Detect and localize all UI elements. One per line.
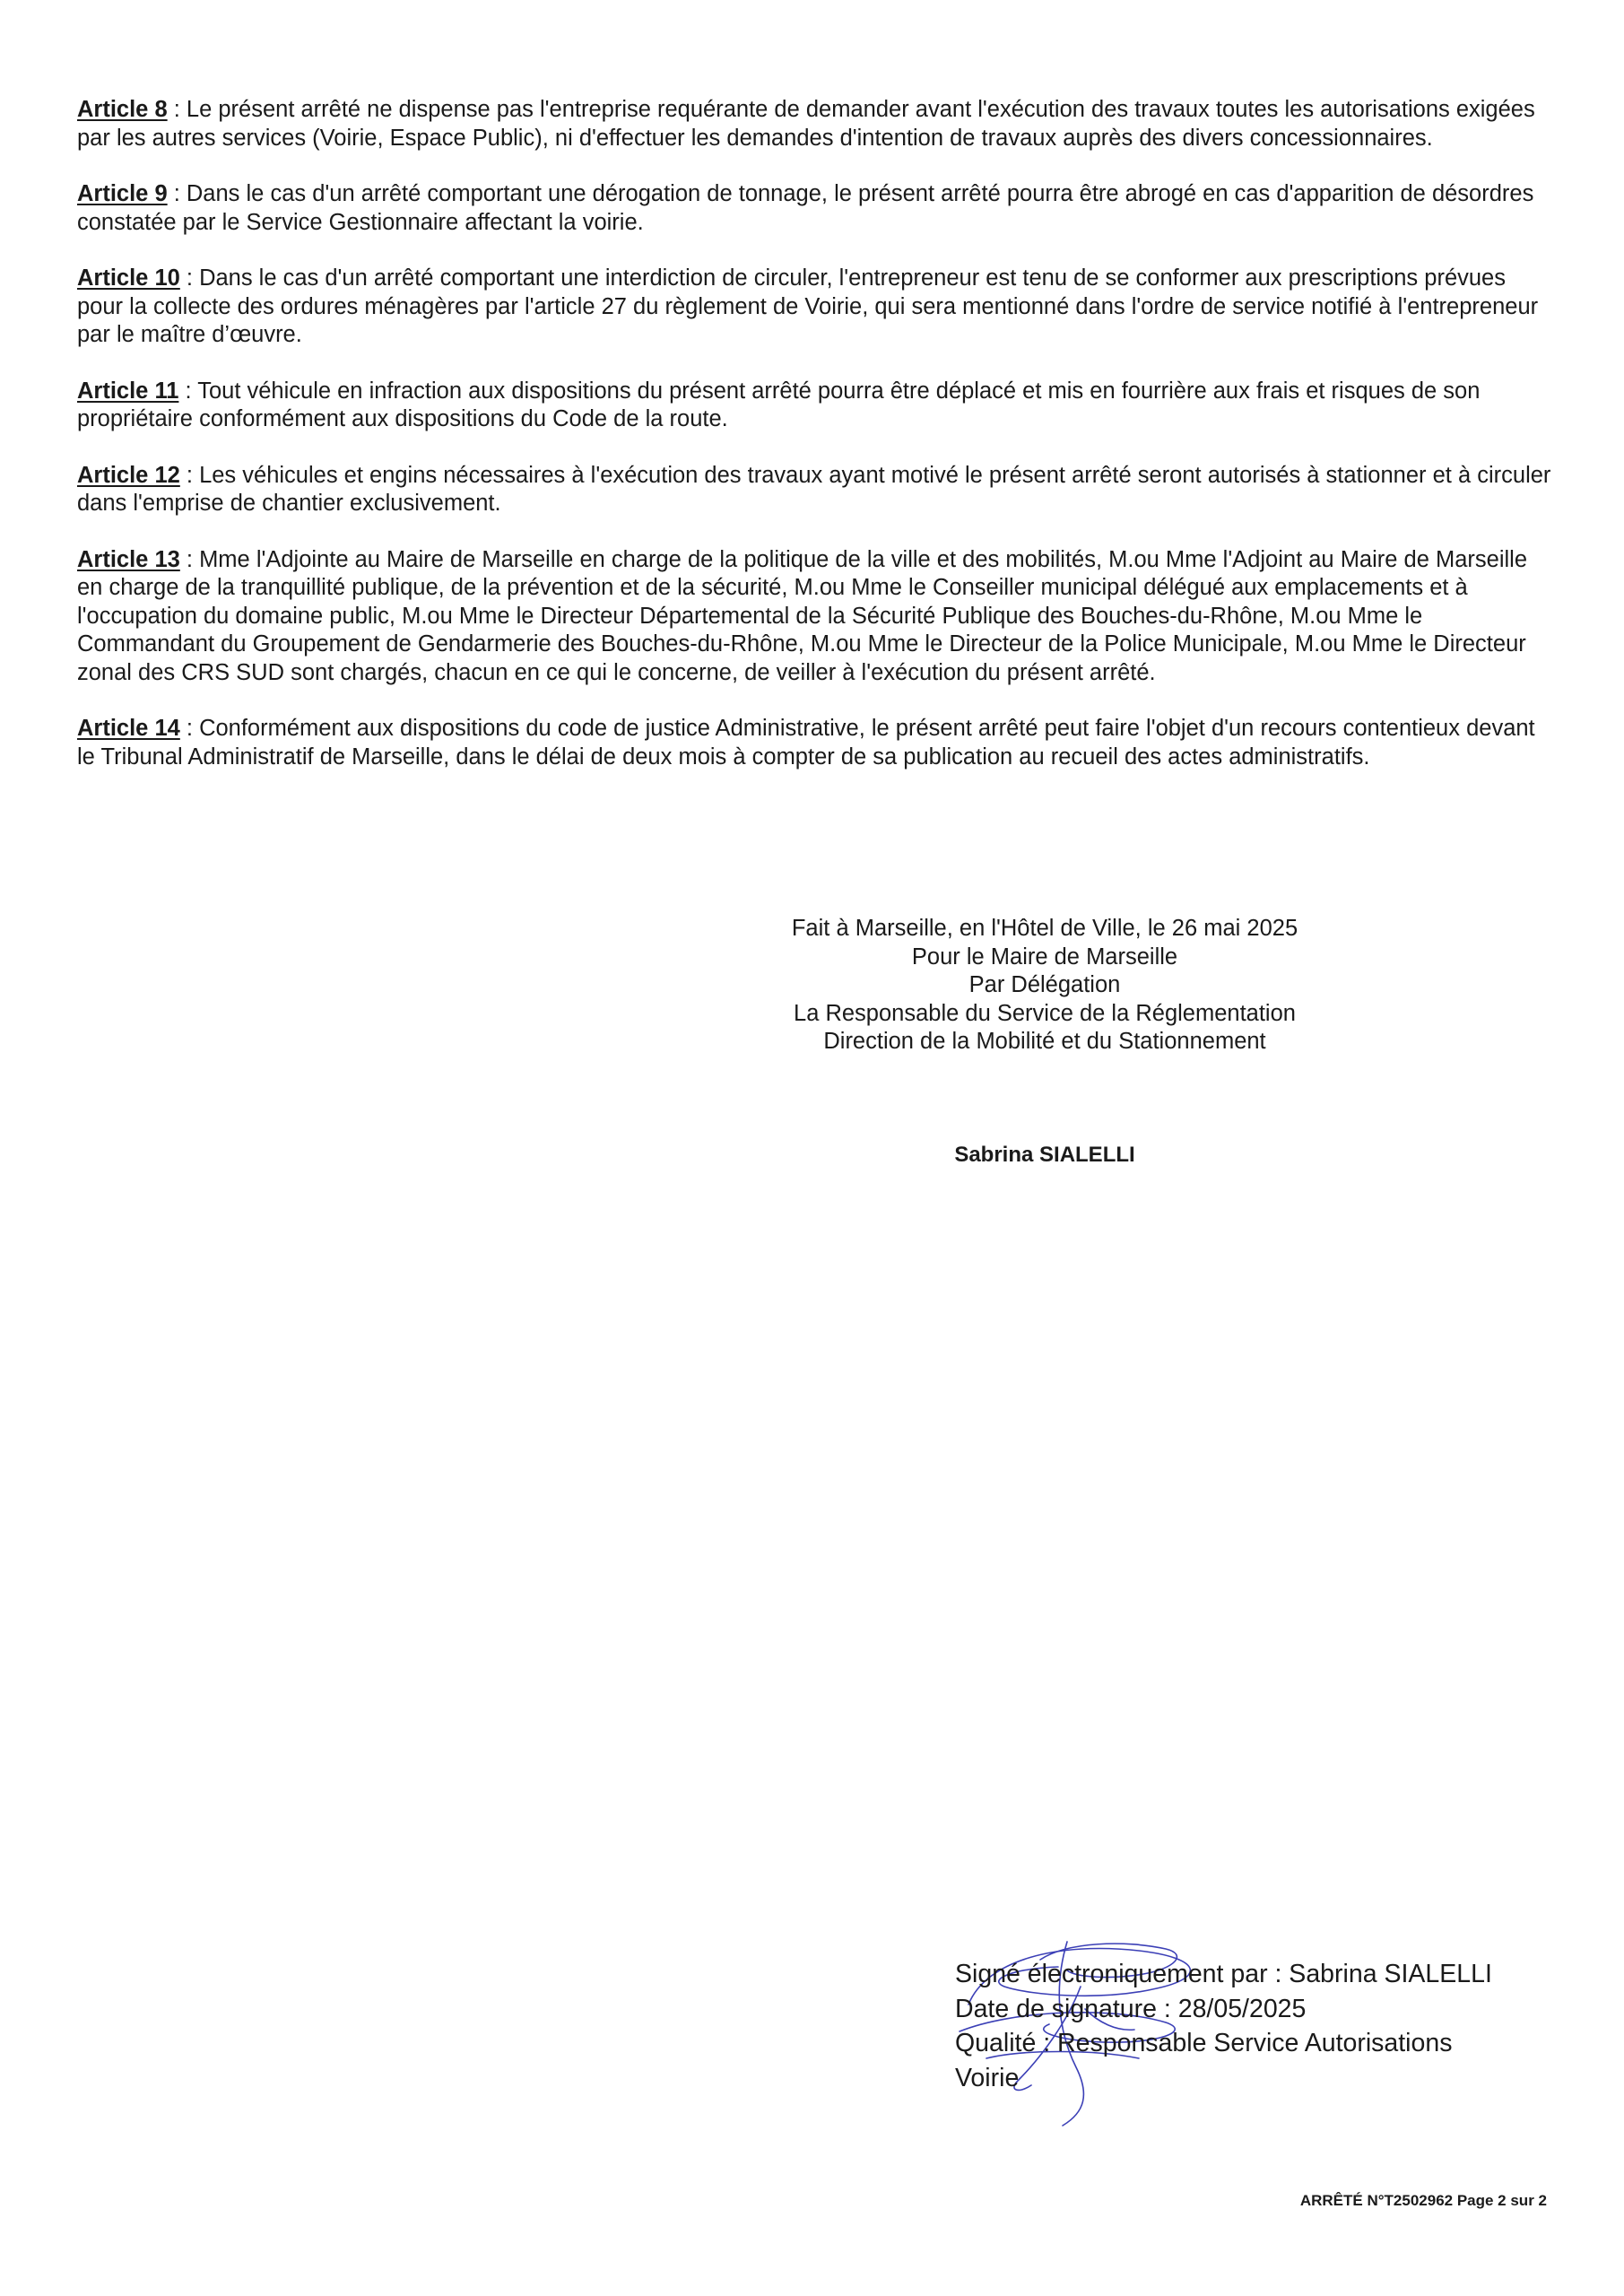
article-label: Article 14: [77, 716, 180, 741]
article-8: [77, 96, 1557, 152]
article-12: [77, 462, 1557, 518]
article-text: : Dans le cas d'un arrêté comportant une dérogation de tonnage, le présent arrêté pourra être abrogé en cas d'apparition de désordres constatée par le Service Gestionnaire affectant la voirie.: [77, 181, 1534, 235]
article-text: : Tout véhicule en infraction aux dispositions du présent arrêté pourra être déplacé et mis en fourrière aux frais et risques de son propriétaire conformément aux dispositions du Code de la route.: [77, 378, 1481, 431]
article-label: Article 12: [77, 462, 180, 488]
article-label: Article 13: [77, 546, 180, 572]
article-label: Article 10: [77, 265, 180, 291]
signer-quality-continued: Voirie: [955, 2063, 1020, 2092]
article-label: Article 8: [77, 97, 168, 122]
direction-name: Direction de la Mobilité et du Stationnement: [823, 1029, 1266, 1054]
article-13: [77, 546, 1557, 688]
article-text: : Le présent arrêté ne dispense pas l'entreprise requérante de demander avant l'exécution des travaux toutes les autorisations exigées par les autres services (Voirie, Espace Public), ni d'effectuer les demandes d'intention de travaux auprès des divers concessionnaires.: [77, 97, 1535, 151]
article-text: : Conformément aux dispositions du code de justice Administrative, le présent arrêté peut faire l'objet d'un recours contentieux devant le Tribunal Administratif de Marseille, dans le délai de deux mois à compter de sa publication au recueil des actes administratifs.: [77, 716, 1535, 770]
place-date: Fait à Marseille, en l'Hôtel de Ville, le 26 mai 2025: [791, 916, 1298, 941]
closing-block: [726, 915, 1363, 1057]
article-9: [77, 180, 1557, 237]
article-label: Article 9: [77, 181, 168, 206]
article-label: Article 11: [77, 378, 179, 404]
signatory-role: La Responsable du Service de la Réglementation: [794, 1000, 1296, 1026]
article-text: : Les véhicules et engins nécessaires à l'exécution des travaux ayant motivé le présent arrêté seront autorisés à stationner et à circuler dans l'emprise de chantier exclusivement.: [77, 462, 1551, 516]
delegation: Par Délégation: [968, 972, 1121, 997]
article-14: [77, 715, 1557, 771]
page-footer: ARRÊTÉ N°T2502962 Page 2 sur 2: [1299, 2192, 1547, 2209]
signature-date: Date de signature : 28/05/2025: [955, 1994, 1307, 2023]
signatory-name: Sabrina SIALELLI: [954, 1143, 1135, 1167]
articles-section: [77, 96, 1557, 799]
article-10: [77, 265, 1557, 350]
signed-by: Signé électroniquement par : Sabrina SIALELLI: [955, 1960, 1492, 1988]
electronic-signature-block: [955, 1957, 1601, 2095]
article-text: : Mme l'Adjointe au Maire de Marseille en charge de la politique de la ville et des mobilités, M.ou Mme l'Adjoint au Maire de Marseille en charge de la tranquillité publique, de la prévention et de la sécurité, M.ou Mme le Conseiller municipal délégué aux emplacements et à l'occupation du domaine public, M.ou Mme le Directeur Départemental de la Sécurité Publique des Bouches-du-Rhône, M.ou Mme le Commandant du Groupement de Gendarmerie des Bouches-du-Rhône, M.ou Mme le Directeur de la Police Municipale, M.ou Mme le Directeur zonal des CRS SUD sont chargés, chacun en ce qui le concerne, de veiller à l'exécution du présent arrêté.: [77, 546, 1528, 685]
signer-quality: Qualité : Responsable Service Autorisations: [955, 2029, 1453, 2057]
for-mayor: Pour le Maire de Marseille: [911, 944, 1178, 970]
article-11: [77, 378, 1557, 434]
article-text: : Dans le cas d'un arrêté comportant une interdiction de circuler, l'entrepreneur est tenu de se conformer aux prescriptions prévues pour la collecte des ordures ménagères par l'article 27 du règlement de Voirie, qui sera mentionné dans l'ordre de service notifié à l'entrepreneur par le maître d’œuvre.: [77, 265, 1539, 347]
